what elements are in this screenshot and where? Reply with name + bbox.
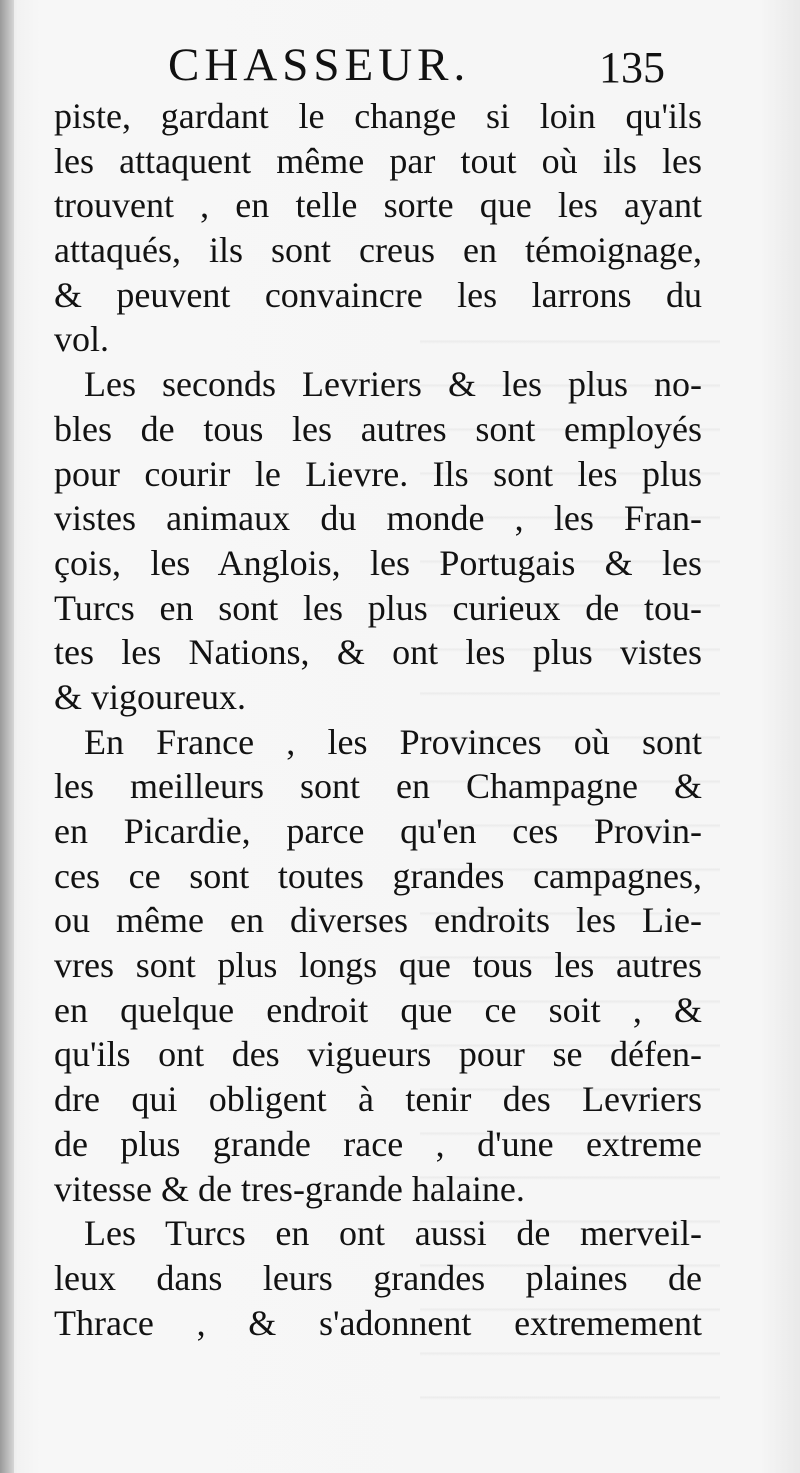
paragraph-start-line: Les Turcs en ont aussi de merveil- [84,1213,702,1254]
paragraph-start-line: En France , les Provinces où sont [84,721,702,762]
text-line: ces ce sont toutes grandes campagnes, [54,855,702,896]
text-line: trouvent , en telle sorte que les ayant [54,185,702,226]
text-line: dre qui obligent à tenir des Levriers [54,1079,702,1120]
text-line: leux dans leurs grandes plaines de [54,1257,702,1298]
text-line: les attaquent même par tout où ils les [54,140,702,181]
text-line: tes les Nations, & ont les plus vistes [54,632,702,673]
text-line: les meilleurs sont en Champagne & [54,766,702,807]
text-line: vistes animaux du monde , les Fran- [54,498,702,539]
text-line: & peuvent convaincre les larrons du [54,274,702,315]
text-line: & vigoureux. [54,676,246,717]
text-line: vres sont plus longs que tous les autres [54,945,702,986]
text-line: bles de tous les autres sont employés [54,408,702,449]
text-line: Turcs en sont les plus curieux de tou- [54,587,702,628]
text-line: vol. [54,319,110,360]
text-line: piste, gardant le change si loin qu'ils [54,96,702,136]
body-text [54,94,702,1345]
text-line: çois, les Anglois, les Portugais & les [54,542,702,583]
text-line: qu'ils ont des vigueurs pour se défen- [54,1034,702,1075]
text-line: Thrace , & s'adonnent extremement [54,1302,702,1343]
paragraph-start-line: Les seconds Levriers & les plus no- [84,364,702,405]
text-line: de plus grande race , d'une extreme [54,1123,702,1164]
text-line: en Picardie, parce qu'en ces Provin- [54,811,702,851]
page-gutter-shadow [0,0,14,1473]
text-line: attaqués, ils sont creus en témoignage, [54,230,702,271]
text-line: ou même en diverses endroits les Lie- [54,900,702,941]
page-number: 135 [599,43,665,92]
text-line: vitesse & de tres-grande halaine. [54,1168,525,1209]
running-title: CHASSEUR. [168,39,471,91]
text-line: pour courir le Lievre. Ils sont les plus [54,453,702,494]
text-line: en quelque endroit que ce soit , & [54,989,702,1030]
